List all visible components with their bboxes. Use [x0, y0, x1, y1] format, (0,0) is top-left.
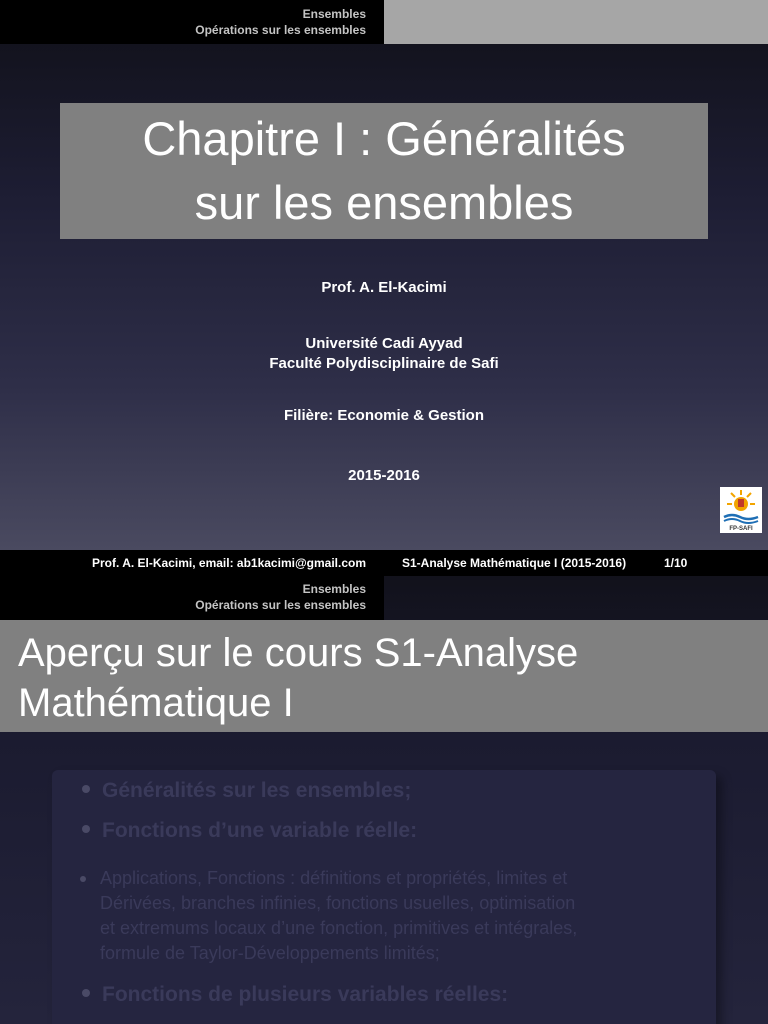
filiere: Filière: Economie & Gestion	[283, 407, 485, 424]
bullet-text: Fonctions d’une variable réelle:	[102, 819, 418, 842]
footer-page-number: 1/10	[664, 556, 688, 570]
bullet-icon	[82, 785, 90, 793]
slide-title-line1: Aperçu sur le cours S1-Analyse	[18, 631, 579, 675]
overview-slide	[0, 550, 768, 1024]
bullet-text: Généralités sur les ensembles;	[102, 779, 412, 802]
footer-bar	[0, 550, 768, 576]
sub-bullet-line: et extremums locaux d’une fonction, primitives et intégrales,	[100, 918, 578, 938]
year: 2015-2016	[348, 467, 420, 484]
logo-text: FP-SAFI	[729, 526, 753, 532]
slide-title-line2: Mathématique I	[18, 681, 294, 725]
bullet-text: Fonctions de plusieurs variables réelles:	[102, 983, 509, 1006]
footer-author-email: Prof. A. El-Kacimi, email: ab1kacimi@gmail.com	[91, 556, 366, 570]
bullet-item	[82, 982, 508, 1008]
slide-title	[0, 620, 768, 732]
university: Université Cadi Ayyad	[305, 335, 463, 352]
fp-safi-logo	[720, 487, 762, 533]
footer-course: S1-Analyse Mathématique I (2015-2016)	[402, 556, 627, 570]
bullet-icon	[82, 989, 90, 997]
bullet-icon	[82, 825, 90, 833]
sub-bullet-line: Dérivées, branches infinies, fonctions usuelles, optimisation	[100, 893, 576, 913]
bullet-item	[82, 778, 411, 804]
slide-title-line1: Chapitre I : Généralités	[142, 112, 626, 165]
nav-subsection-operations[interactable]: Opérations sur les ensembles	[195, 598, 366, 612]
nav-bar	[0, 576, 384, 620]
faculty: Faculté Polydisciplinaire de Safi	[269, 355, 499, 372]
nav-bar-right	[384, 0, 768, 44]
sub-bullet-line: formule de Taylor-Développements limités;	[100, 943, 440, 963]
sub-bullet-line: Applications, Fonctions : définitions et propriétés, limites et	[100, 868, 568, 888]
sub-bullet-icon	[80, 876, 86, 882]
author: Prof. A. El-Kacimi	[321, 279, 447, 296]
nav-section-ensembles[interactable]: Ensembles	[302, 7, 366, 21]
nav-bar	[0, 0, 384, 44]
sub-bullet-item	[100, 866, 720, 966]
slide-title-line2: sur les ensembles	[194, 176, 574, 229]
slide-title	[60, 103, 708, 239]
nav-section-ensembles[interactable]: Ensembles	[302, 582, 366, 596]
nav-subsection-operations[interactable]: Opérations sur les ensembles	[195, 23, 366, 37]
bullet-item	[82, 818, 417, 844]
